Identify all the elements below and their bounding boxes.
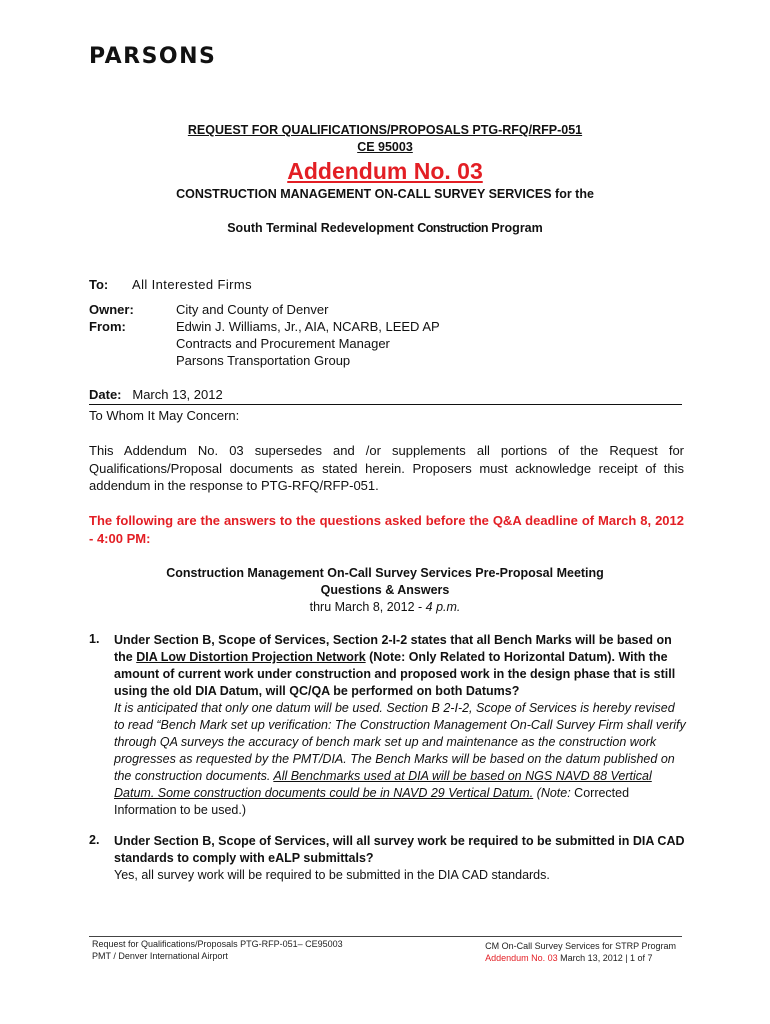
from-value-block (176, 318, 440, 369)
from-label: From: (89, 319, 126, 334)
qa-date-time: 4 p.m. (425, 600, 461, 614)
to-value: All Interested Firms (132, 277, 252, 292)
qa-header (0, 565, 770, 616)
footer-divider (89, 936, 682, 937)
answer-benchmark-note: All Benchmarks used at DIA will be based on NGS NAVD 88 Vertical Datum. Some construction documents could be in NAVD 29 Vertical Datum. (114, 769, 652, 800)
to-label: To: (89, 277, 109, 292)
footer-page-info (485, 952, 676, 964)
footer-rfp: Request for Qualifications/Proposals PTG-RFP-051– CE95003 (92, 939, 343, 949)
date-row (89, 386, 223, 403)
question-text-a: Under Section B, Scope of Services, Section 2-I-2 states that all Bench Marks will be based on the (114, 633, 672, 664)
footer-addendum: Addendum No. 03 (485, 953, 558, 963)
footer-right (485, 940, 676, 964)
salutation: To Whom It May Concern: (89, 408, 240, 423)
dia-network-link-text: DIA Low Distortion Projection Network (136, 650, 366, 664)
program-text-c: Program (487, 221, 543, 235)
footer-program: CM On-Call Survey Services for STRP Program (485, 941, 676, 951)
footer-date-page: March 13, 2012 | 1 of 7 (557, 953, 653, 963)
date-divider (89, 404, 682, 405)
parsons-logo: PARSONS (89, 44, 217, 69)
answer-text (114, 700, 688, 819)
intro-paragraph: This Addendum No. 03 supersedes and /or supplements all portions of the Request for Qualifications/Proposal documents as stated herein. Proposers must acknowledge receipt of this addendum in the response to PTG-RFQ/RFP-051. (89, 443, 684, 493)
qa-meeting-title: Construction Management On-Call Survey Services Pre-Proposal Meeting (166, 566, 604, 580)
rfq-heading (0, 122, 770, 156)
owner-value: City and County of Denver (176, 302, 329, 317)
answer-note-text: Corrected Information to be used.) (114, 786, 630, 817)
rfq-number: REQUEST FOR QUALIFICATIONS/PROPOSALS PTG-RFQ/RFP-051 (187, 123, 583, 137)
from-line: Parsons Transportation Group (176, 353, 351, 368)
answer-text: Yes, all survey work will be required to be submitted in the DIA CAD standards. (114, 868, 550, 882)
question-text: Under Section B, Scope of Services, will all survey work be required to be submitted in DIA CAD standards to comply with eALP submittals? (114, 834, 685, 865)
qa-subtitle: Questions & Answers (320, 583, 450, 597)
from-line: Edwin J. Williams, Jr., AIA, NCARB, LEED AP (176, 319, 440, 334)
footer-left (92, 938, 343, 962)
question-number: 2. (89, 833, 100, 847)
qa-date (0, 599, 770, 616)
footer-client: PMT / Denver International Airport (92, 951, 228, 961)
answer-note-label: (Note: (533, 786, 571, 800)
qa-date-text: thru March 8, 2012 - (309, 600, 426, 614)
program-text-a: South Terminal Redevelopment (227, 221, 418, 235)
date-label: Date: (89, 387, 122, 402)
date-value: March 13, 2012 (132, 387, 223, 402)
question-text (114, 632, 688, 700)
addendum-title: Addendum No. 03 (287, 158, 483, 184)
question-text-b: (Note: Only Related to Horizontal Datum). With the amount of current work under construction and proposed work in the design phase that is still using the old DIA Datum, will QC/QA be performed on both Datums? (114, 650, 676, 698)
question-block (114, 632, 688, 819)
program-text-b: Construction (417, 221, 488, 235)
question-block (114, 833, 688, 884)
owner-label: Owner: (89, 302, 134, 317)
question-number: 1. (89, 632, 100, 646)
qa-notice: The following are the answers to the questions asked before the Q&A deadline of March 8, 2012 - 4:00 PM: (89, 513, 684, 546)
ce-number: CE 95003 (357, 140, 413, 154)
services-title: CONSTRUCTION MANAGEMENT ON-CALL SURVEY SERVICES for the (176, 187, 594, 201)
from-line: Contracts and Procurement Manager (176, 336, 390, 351)
answer-text-a: It is anticipated that only one datum will be used. Section B 2-I-2, Scope of Services is hereby revised to read “Bench Mark set up verification: The Construction Management On-Call Survey Firm shall verify through QA surveys the accuracy of bench mark set up and maintenance as the construction work progresses as requested by the PMT/DIA. The Bench Marks will be based on the datum published on the construction documents. (114, 701, 686, 783)
program-title (0, 221, 770, 235)
